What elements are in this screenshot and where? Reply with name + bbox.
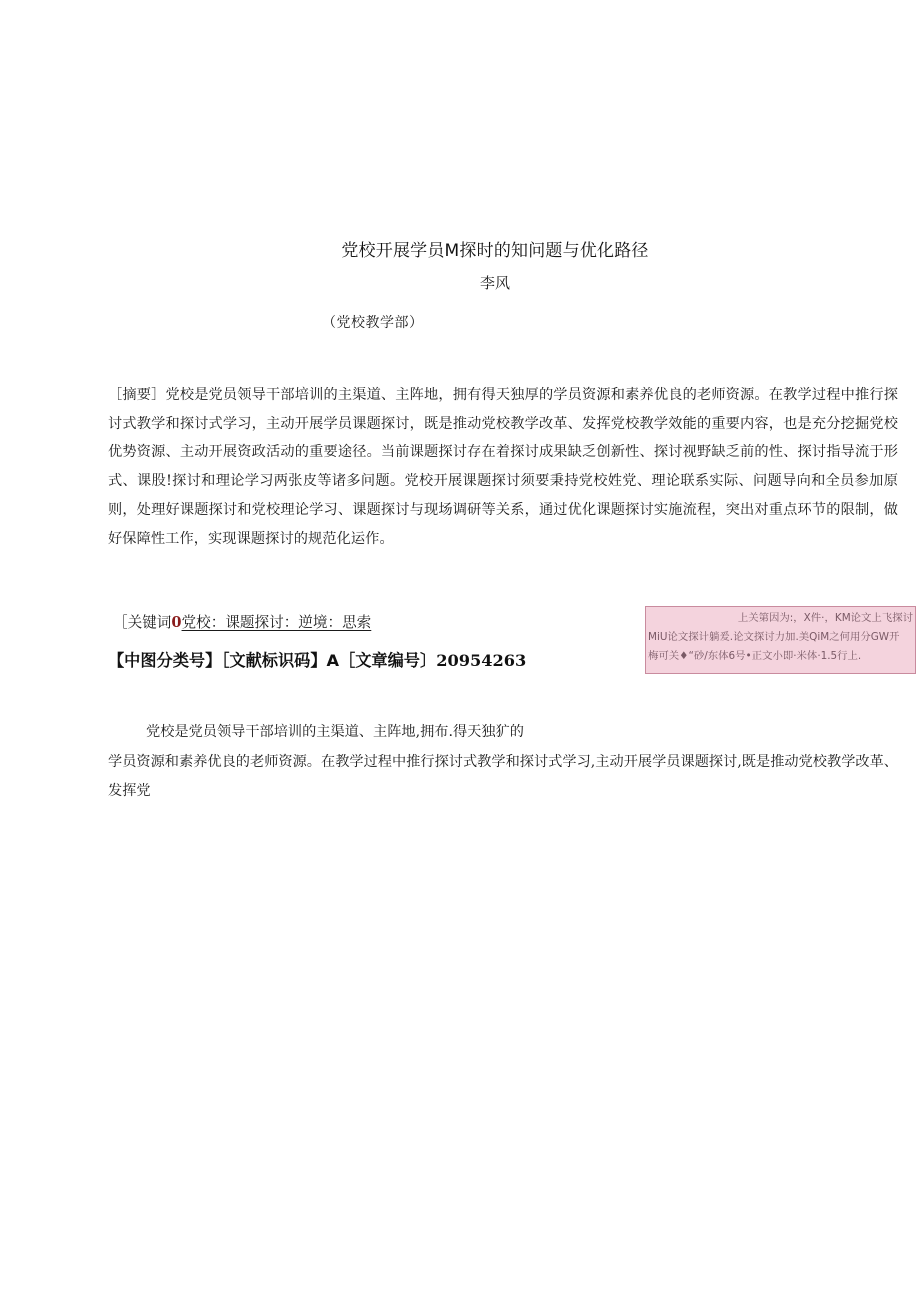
body-first-line: 党校是党员领导干部培训的主渠道、主阵地,拥布.得天独犷的 [146,724,524,740]
keywords-list: 党校：课题探讨：逆境：思索 [181,614,372,631]
paper-title: 党校开展学员M探时的知问题与优化路径 [341,241,649,261]
article-number: 20954263 [436,651,527,670]
classification-label: 【中图分类号】［文献标识码】A［文章编号〕 [108,651,437,670]
keywords-line [113,611,371,632]
comment-line-1: 上关第因为:，X件·，KM论文上飞探讨 [737,612,913,624]
keywords-label: ［关键词 [113,614,172,631]
body-paragraph [108,718,898,807]
author-name: 李风 [479,274,510,292]
comment-line-2: MiU论文探计躺爰.论文探讨力加.美QiM之何用分GW开 [648,631,900,643]
author-affiliation: （党校教学部） [322,315,424,331]
review-comment-box[interactable] [645,606,916,674]
comment-line-3: 梅可关♦“砂/东体6号•正文小即·米体·1.5行上. [648,650,862,662]
body-continuation: 学员资源和素养优良的老师资源。在教学过程中推行探讨式教学和探讨式学习,主动开展学员课题探讨,既是推动党校教学改革、发挥党 [108,753,898,799]
classification-line [108,647,526,671]
keywords-marker: 0 [171,614,182,631]
abstract-paragraph: ［摘要］党校是党员领导干部培训的主渠道、主阵地，拥有得天独厚的学员资源和素养优良的老师资源。在教学过程中推行探讨式教学和探讨式学习，主动开展学员课题探讨，既是推动党校教学改革、发挥党校教学效能的重要内容，也是充分挖掘党校优势资源、主动开展资政活动的重要途径。当前课题探讨存在着探讨成果缺乏创新性、探讨视野缺乏前的性、探讨指导流于形式、课股!探讨和理论学习两张皮等诸多问题。党校开展课题探讨须要秉持党校姓党、理论联系实际、问题导向和全员参加原则，处理好课题探讨和党校理论学习、课题探讨与现场调研等关系，通过优化课题探讨实施流程，突出对重点环节的限制，做好保障性工作，实现课题探讨的规范化运作。 [108,387,898,547]
